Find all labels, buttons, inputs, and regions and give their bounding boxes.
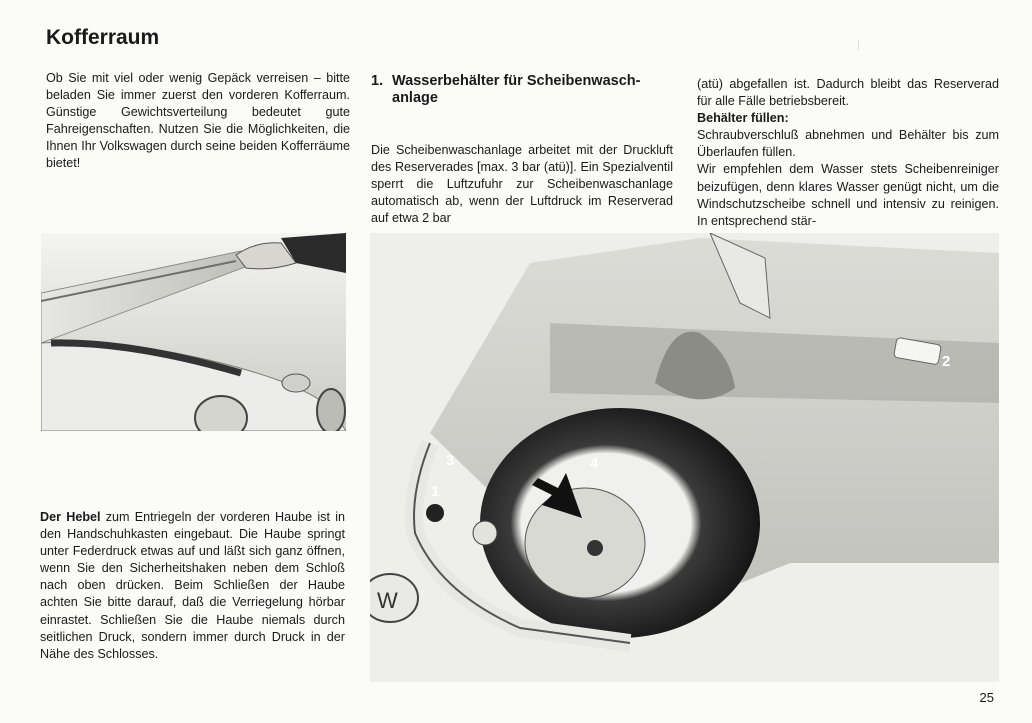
- page-title: Kofferraum: [46, 26, 160, 49]
- callout-2: 2: [942, 353, 951, 370]
- section-number: 1.: [371, 73, 384, 89]
- section-body: Die Scheibenwaschanlage arbeitet mit der Druckluft des Reserverades [max. 3 bar (atü)]. Ein Spezialventil sperrt die Luftzufuhr zur Scheibenwaschanlage automatisch ab, wenn der Luftdruck im Reserverad auf etwa 2 bar: [371, 143, 673, 226]
- intro-paragraph: Ob Sie mit viel oder wenig Gepäck verreisen – bitte beladen Sie immer zuerst den vorderen Kofferraum. Günstige Gewichtsverteilung bedeutet gute Fahreigenschaften. Nutzen Sie die Möglichkeiten, die Ihnen Ihr Volkswagen durch seine beiden Kofferräume bietet!: [46, 71, 350, 171]
- section-heading: [371, 73, 663, 107]
- recommend-paragraph: Wir empfehlen dem Wasser stets Scheibenreiniger beizufügen, denn klares Wasser genügt nicht, um die Windschutzscheibe schnell und intensiv zu reinigen. In entsprechend stär-: [697, 162, 999, 228]
- svg-text:W: W: [377, 588, 398, 613]
- section-heading-text: Wasserbehälter für Scheibenwasch-anlage: [392, 73, 641, 106]
- page-number: 25: [979, 690, 994, 705]
- fill-text: Schraubverschluß abnehmen und Behälter bis zum Überlaufen füllen.: [697, 128, 999, 160]
- callout-1: 1: [431, 483, 440, 500]
- hood-opening-photo: [41, 233, 346, 431]
- scan-mark: [858, 40, 859, 50]
- right-column: [697, 76, 999, 230]
- trunk-photo: [370, 233, 999, 682]
- lever-paragraph: [40, 509, 345, 663]
- callout-4: 4: [590, 455, 599, 472]
- callout-3: 3: [446, 452, 455, 469]
- continued-paragraph: (atü) abgefallen ist. Dadurch bleibt das Reserverad für alle Fälle betriebsbereit.: [697, 77, 999, 109]
- fill-heading: Behälter füllen:: [697, 111, 789, 126]
- lever-bold-label: Der Hebel: [40, 510, 101, 524]
- lever-text: zum Entriegeln der vorderen Haube ist in den Handschuhkasten eingebaut. Die Haube springt unter Federdruck etwas auf und läßt sich ganz öffnen, wenn Sie den Sicherheitshaken neben dem Schloß nach oben drücken. Beim Schließen der Haube achten Sie bitte darauf, daß die Verriegelung hörbar einrastet. Schließen Sie die Haube niemals durch seitlichen Druck, sondern immer durch Druck in der Nähe des Schlosses.: [40, 510, 345, 661]
